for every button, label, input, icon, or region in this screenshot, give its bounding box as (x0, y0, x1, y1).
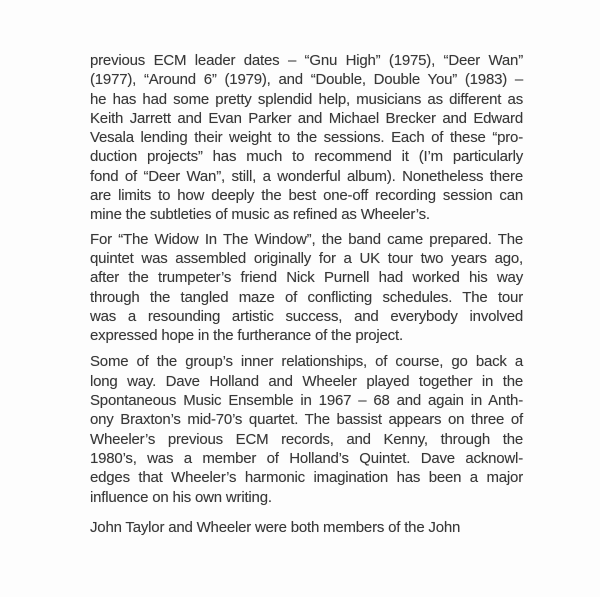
text-line: long way. Dave Holland and Wheeler played together in the (90, 372, 523, 390)
liner-notes-text (90, 51, 523, 537)
text-line: was a resounding artistic success, and everybody involved (90, 307, 523, 325)
text-line: after the trumpeter’s friend Nick Purnell had worked his way (90, 269, 523, 287)
text-line: edges that Wheeler’s harmonic imagination has been a major (90, 469, 523, 487)
text-line: through the tangled maze of conflicting schedules. The tour (90, 288, 523, 306)
paragraph (90, 352, 523, 506)
text-line: Some of the group’s inner relationships, of course, go back a (90, 353, 523, 371)
text-line: ony Braxton’s mid-70’s quartet. The bassist appears on three of (90, 411, 523, 429)
text-line: For “The Widow In The Window”, the band came prepared. The (90, 230, 523, 248)
text-line: he has had some pretty splendid help, musicians as different as (90, 90, 523, 108)
text-line: fond of “Deer Wan”, still, a wonderful album). Nonetheless there (90, 167, 523, 185)
text-line: Wheeler’s previous ECM records, and Kenny, through the (90, 430, 523, 448)
text-line: influence on his own writing. (90, 488, 272, 506)
text-line: (1977), “Around 6” (1979), and “Double, Double You” (1983) – (90, 71, 523, 89)
text-line: Vesala lending their weight to the sessions. Each of these “pro- (90, 129, 523, 147)
text-line: Keith Jarrett and Evan Parker and Michael Brecker and Edward (90, 109, 523, 127)
text-line: duction projects” has much to recommend it (I’m particularly (90, 148, 523, 166)
text-line: 1980’s, was a member of Holland’s Quintet. Dave acknowl- (90, 449, 523, 467)
paragraph (90, 230, 523, 346)
text-line: expressed hope in the furtherance of the project. (90, 327, 403, 345)
text-line: John Taylor and Wheeler were both members of the John (90, 518, 461, 536)
text-line: Spontaneous Music Ensemble in 1967 – 68 and again in Anth- (90, 392, 523, 410)
text-line: mine the subtleties of music as refined as Wheeler’s. (90, 206, 430, 224)
text-line: quintet was assembled originally for a UK tour two years ago, (90, 249, 523, 267)
paragraph (90, 518, 523, 537)
text-line: are limits to how deeply the best one-off recording session can (90, 187, 523, 205)
text-line: previous ECM leader dates – “Gnu High” (1975), “Deer Wan” (90, 52, 523, 69)
paragraph (90, 51, 523, 225)
